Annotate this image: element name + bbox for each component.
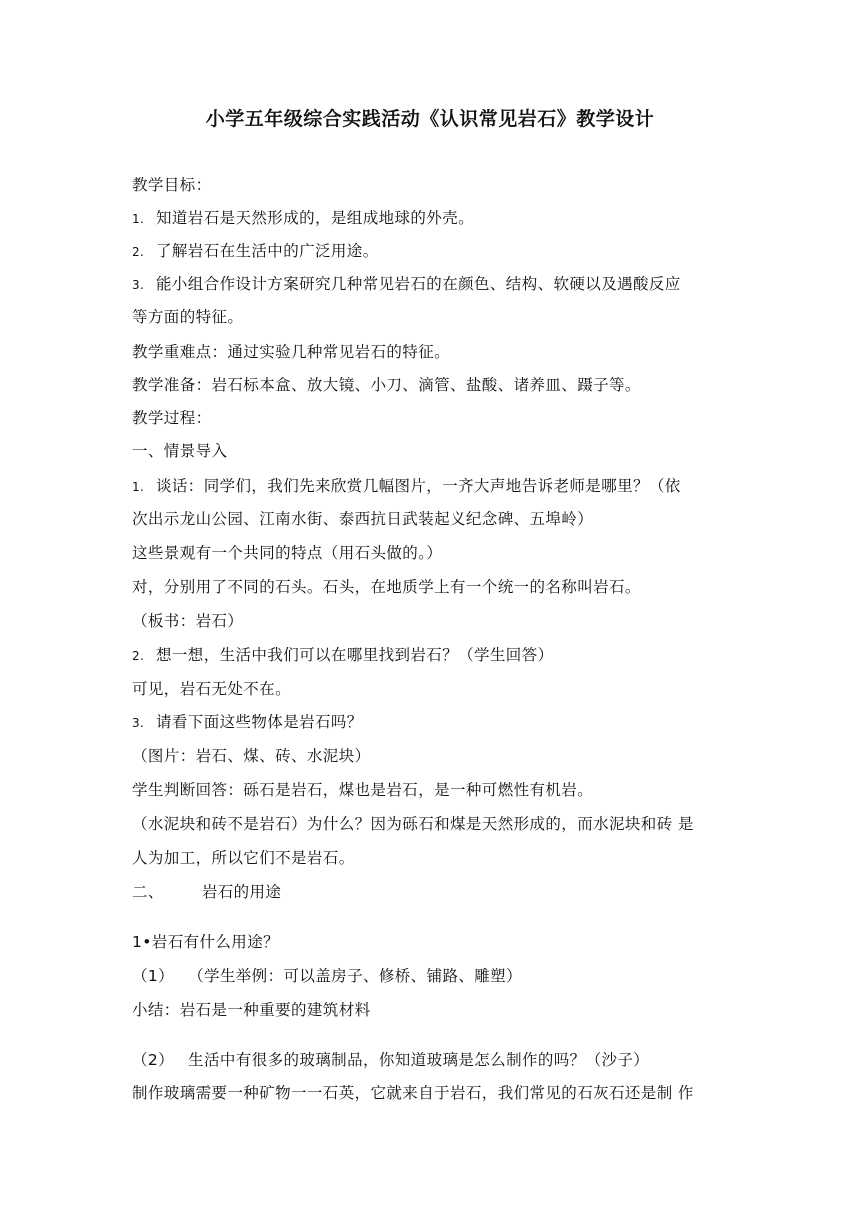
goal-item-3-continued: 等方面的特征。 <box>132 308 244 326</box>
process-heading: 教学过程： <box>132 409 212 427</box>
goal-item-2 <box>132 240 732 263</box>
goal-number: 2. <box>132 245 145 259</box>
document-title: 小学五年级综合实践活动《认识常见岩石》教学设计 <box>205 108 655 130</box>
answer-text: （学生举例：可以盖房子、修桥、铺路、雕塑） <box>188 967 522 985</box>
goal-item-1 <box>132 207 732 230</box>
item-number: 3. <box>132 716 145 730</box>
goal-number: 1. <box>132 212 145 226</box>
paragraph: 可见，岩石无处不在。 <box>132 680 292 698</box>
goals-heading: 教学目标： <box>132 176 212 194</box>
section-number: 二、 <box>132 883 164 901</box>
paragraph: 这些景观有一个共同的特点（用石头做的。） <box>132 544 443 562</box>
section-title: 岩石的用途 <box>201 883 282 901</box>
section-1-heading: 一、情景导入 <box>132 442 228 460</box>
paragraph: （图片：岩石、煤、砖、水泥块） <box>132 747 371 765</box>
goal-item-3 <box>132 273 732 296</box>
goal-text: 了解岩石在生活中的广泛用途。 <box>156 242 379 260</box>
item-number: 1. <box>132 480 145 494</box>
section-1-item-2 <box>132 644 732 667</box>
section-1-item-1-continued: 次出示龙山公园、江南水街、泰西抗日武装起义纪念碑、五埠岭） <box>132 510 594 528</box>
goal-text: 能小组合作设计方案研究几种常见岩石的在颜色、结构、软硬以及遇酸反应 <box>156 275 681 293</box>
item-number: 2. <box>132 649 145 663</box>
section-2-answer-2 <box>132 1049 732 1071</box>
key-point: 教学重难点：通过实验几种常见岩石的特征。 <box>132 343 451 361</box>
item-text: 谈话：同学们，我们先来欣赏几幅图片，一齐大声地告诉老师是哪里？（依 <box>156 477 681 495</box>
section-1-item-3 <box>132 711 732 734</box>
paragraph: 制作玻璃需要一种矿物一一石英，它就来自于岩石，我们常见的石灰石还是制 作 <box>132 1084 694 1102</box>
answer-text: 生活中有很多的玻璃制品，你知道玻璃是怎么制作的吗？（沙子） <box>188 1051 650 1069</box>
answer-number: （2） <box>132 1051 175 1069</box>
section-2-answer-1 <box>132 965 732 987</box>
section-2-heading <box>132 881 732 903</box>
paragraph: 学生判断回答：砾石是岩石，煤也是岩石，是一种可燃性有机岩。 <box>132 781 594 799</box>
answer-number: （1） <box>132 967 175 985</box>
paragraph: （水泥块和砖不是岩石）为什么？因为砾石和煤是天然形成的，而水泥块和砖 是 <box>132 815 694 833</box>
paragraph: 人为加工，所以它们不是岩石。 <box>132 849 355 867</box>
paragraph: （板书：岩石） <box>132 612 244 630</box>
item-text: 请看下面这些物体是岩石吗？ <box>156 713 363 731</box>
goal-text: 知道岩石是天然形成的，是组成地球的外壳。 <box>156 209 475 227</box>
teaching-prep: 教学准备：岩石标本盒、放大镜、小刀、滴管、盐酸、诸养皿、蹑子等。 <box>132 376 641 394</box>
paragraph: 对，分别用了不同的石头。石头，在地质学上有一个统一的名称叫岩石。 <box>132 578 641 596</box>
section-2-question-1: 1•岩石有什么用途？ <box>132 933 280 951</box>
summary: 小结：岩石是一种重要的建筑材料 <box>132 1001 371 1019</box>
goal-number: 3. <box>132 278 145 292</box>
section-1-item-1 <box>132 475 732 498</box>
item-text: 想一想，生活中我们可以在哪里找到岩石？（学生回答） <box>156 646 554 664</box>
